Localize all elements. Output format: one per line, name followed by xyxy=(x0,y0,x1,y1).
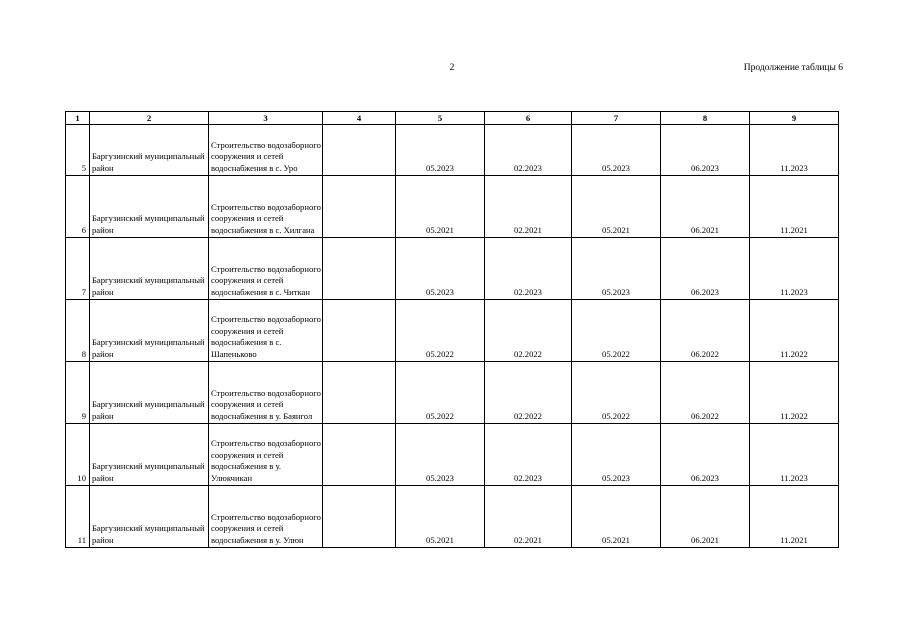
row-number: 11 xyxy=(66,486,90,548)
table-row xyxy=(66,125,839,176)
date-cell: 11.2023 xyxy=(750,238,839,300)
district-cell: Баргузинский муниципальный район xyxy=(90,176,209,238)
row-number: 10 xyxy=(66,424,90,486)
date-cell: 05.2022 xyxy=(396,362,485,424)
column-header: 8 xyxy=(661,112,750,125)
row-number: 6 xyxy=(66,176,90,238)
schedule-table xyxy=(65,111,839,548)
date-cell: 11.2021 xyxy=(750,486,839,548)
date-cell: 05.2022 xyxy=(396,300,485,362)
date-cell: 02.2023 xyxy=(485,424,572,486)
empty-cell xyxy=(323,125,396,176)
district-cell: Баргузинский муниципальный район xyxy=(90,238,209,300)
description-cell: Строительство водозаборного сооружения и сетей водоснабжения в у. Баянгол xyxy=(209,362,323,424)
date-cell: 06.2022 xyxy=(661,362,750,424)
date-cell: 05.2021 xyxy=(572,176,661,238)
date-cell: 05.2021 xyxy=(396,176,485,238)
table-row xyxy=(66,300,839,362)
date-cell: 02.2023 xyxy=(485,238,572,300)
date-cell: 06.2021 xyxy=(661,176,750,238)
date-cell: 05.2023 xyxy=(572,238,661,300)
date-cell: 02.2022 xyxy=(485,300,572,362)
date-cell: 05.2022 xyxy=(572,300,661,362)
date-cell: 02.2022 xyxy=(485,362,572,424)
date-cell: 05.2021 xyxy=(396,486,485,548)
column-header: 4 xyxy=(323,112,396,125)
row-number: 5 xyxy=(66,125,90,176)
district-cell: Баргузинский муниципальный район xyxy=(90,424,209,486)
table-row xyxy=(66,424,839,486)
date-cell: 05.2023 xyxy=(396,424,485,486)
date-cell: 11.2022 xyxy=(750,362,839,424)
page-number: 2 xyxy=(449,63,455,73)
date-cell: 11.2023 xyxy=(750,125,839,176)
empty-cell xyxy=(323,176,396,238)
date-cell: 05.2023 xyxy=(396,238,485,300)
table-header-row xyxy=(66,112,839,125)
district-cell: Баргузинский муниципальный район xyxy=(90,486,209,548)
empty-cell xyxy=(323,362,396,424)
description-cell: Строительство водозаборного сооружения и сетей водоснабжения в у. Улюкчикан xyxy=(209,424,323,486)
empty-cell xyxy=(323,300,396,362)
description-cell: Строительство водозаборного сооружения и сетей водоснабжения в у. Улюн xyxy=(209,486,323,548)
date-cell: 02.2021 xyxy=(485,486,572,548)
date-cell: 06.2023 xyxy=(661,125,750,176)
district-cell: Баргузинский муниципальный район xyxy=(90,300,209,362)
row-number: 7 xyxy=(66,238,90,300)
description-cell: Строительство водозаборного сооружения и сетей водоснабжения в с. Шапеньково xyxy=(209,300,323,362)
date-cell: 05.2023 xyxy=(396,125,485,176)
empty-cell xyxy=(323,424,396,486)
date-cell: 06.2022 xyxy=(661,300,750,362)
date-cell: 02.2023 xyxy=(485,125,572,176)
empty-cell xyxy=(323,238,396,300)
date-cell: 02.2021 xyxy=(485,176,572,238)
description-cell: Строительство водозаборного сооружения и сетей водоснабжения в с. Хилгана xyxy=(209,176,323,238)
date-cell: 05.2022 xyxy=(572,362,661,424)
date-cell: 06.2021 xyxy=(661,486,750,548)
column-header: 5 xyxy=(396,112,485,125)
empty-cell xyxy=(323,486,396,548)
date-cell: 11.2021 xyxy=(750,176,839,238)
table-row xyxy=(66,238,839,300)
table-row xyxy=(66,176,839,238)
description-cell: Строительство водозаборного сооружения и сетей водоснабжения в с. Уро xyxy=(209,125,323,176)
row-number: 9 xyxy=(66,362,90,424)
date-cell: 05.2023 xyxy=(572,424,661,486)
column-header: 6 xyxy=(485,112,572,125)
column-header: 3 xyxy=(209,112,323,125)
district-cell: Баргузинский муниципальный район xyxy=(90,125,209,176)
table-row xyxy=(66,362,839,424)
date-cell: 11.2022 xyxy=(750,300,839,362)
column-header: 2 xyxy=(90,112,209,125)
row-number: 8 xyxy=(66,300,90,362)
date-cell: 11.2023 xyxy=(750,424,839,486)
date-cell: 05.2023 xyxy=(572,125,661,176)
column-header: 7 xyxy=(572,112,661,125)
date-cell: 05.2021 xyxy=(572,486,661,548)
column-header: 1 xyxy=(66,112,90,125)
date-cell: 06.2023 xyxy=(661,238,750,300)
table-continuation-label: Продолжение таблицы 6 xyxy=(743,63,843,73)
description-cell: Строительство водозаборного сооружения и сетей водоснабжения в с. Читкан xyxy=(209,238,323,300)
column-header: 9 xyxy=(750,112,839,125)
district-cell: Баргузинский муниципальный район xyxy=(90,362,209,424)
date-cell: 06.2023 xyxy=(661,424,750,486)
table-row xyxy=(66,486,839,548)
